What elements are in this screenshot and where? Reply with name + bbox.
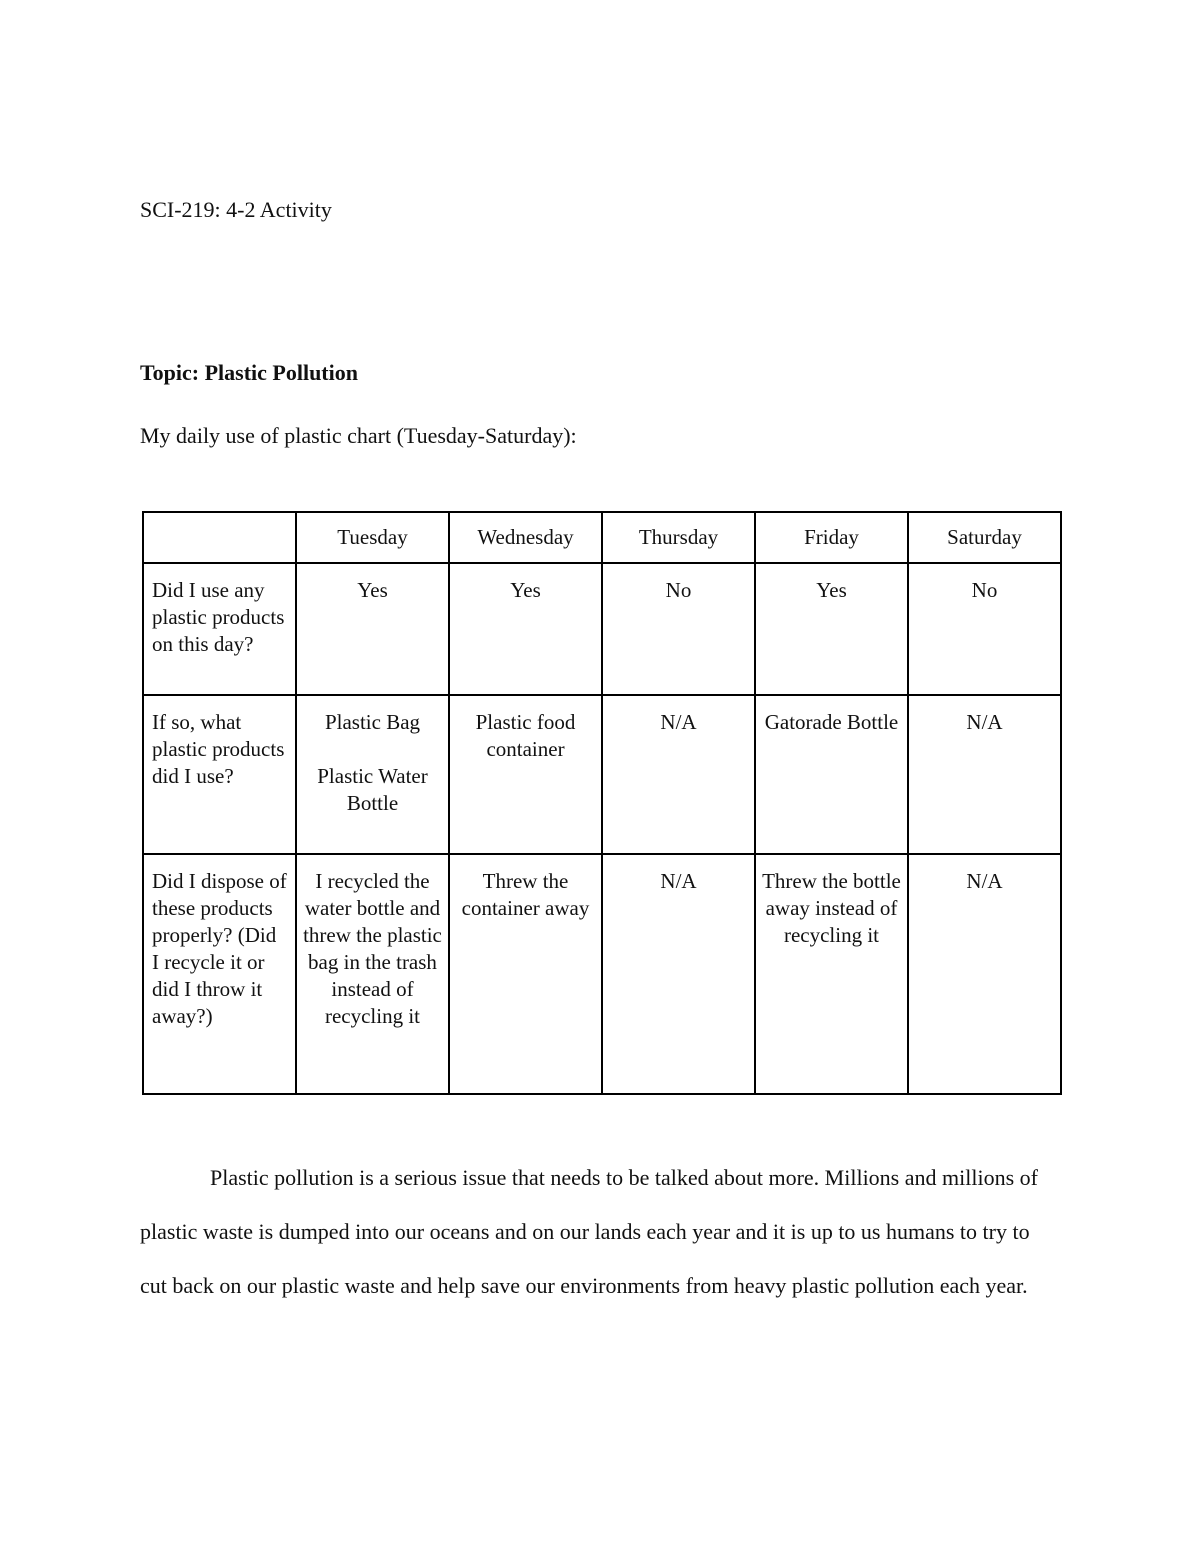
table-cell: No [602,563,755,695]
column-header-thursday: Thursday [602,512,755,563]
table-corner-cell [143,512,296,563]
body-paragraph: Plastic pollution is a serious issue that needs to be talked about more. Millions and millions of plastic waste is dumped into our oceans and on our lands each year and it is up to us humans to try to cut back on our plastic waste and help save our environments from heavy plastic pollution each year. [140,1165,1038,1298]
table-cell [296,695,449,854]
row-question-used-plastic: Did I use any plastic products on this day? [143,563,296,695]
table-cell: Threw the bottle away instead of recycling it [755,854,908,1094]
column-header-tuesday: Tuesday [296,512,449,563]
table-header-row [143,512,1061,563]
row-question-disposal: Did I dispose of these products properly? (Did I recycle it or did I throw it away?) [143,854,296,1094]
column-header-wednesday: Wednesday [449,512,602,563]
column-header-saturday: Saturday [908,512,1061,563]
course-header: SCI-219: 4-2 Activity [140,197,332,222]
table-cell: Yes [296,563,449,695]
table-cell [449,695,602,854]
table-cell: No [908,563,1061,695]
chart-intro: My daily use of plastic chart (Tuesday-Saturday): [140,423,577,448]
table-cell: Threw the container away [449,854,602,1094]
cell-line: Gatorade Bottle [764,710,899,734]
table-row [143,854,1061,1094]
table-cell: I recycled the water bottle and threw the plastic bag in the trash instead of recycling it [296,854,449,1094]
table-row [143,563,1061,695]
table-row [143,695,1061,854]
cell-line: Plastic Bag [324,710,421,734]
plastic-use-table [142,511,1062,1095]
cell-spacer [303,736,442,763]
cell-line: Plastic Water Bottle [317,764,428,815]
row-question-products-used: If so, what plastic products did I use? [143,695,296,854]
column-header-friday: Friday [755,512,908,563]
cell-line: Plastic food container [475,710,576,761]
cell-line: N/A [966,710,1003,734]
table-cell: N/A [602,854,755,1094]
table-cell: Yes [449,563,602,695]
topic-heading: Topic: Plastic Pollution [140,360,358,385]
table-cell: N/A [908,854,1061,1094]
table-cell [908,695,1061,854]
table-cell [602,695,755,854]
table-cell: Yes [755,563,908,695]
table-cell [755,695,908,854]
cell-line: N/A [660,710,697,734]
